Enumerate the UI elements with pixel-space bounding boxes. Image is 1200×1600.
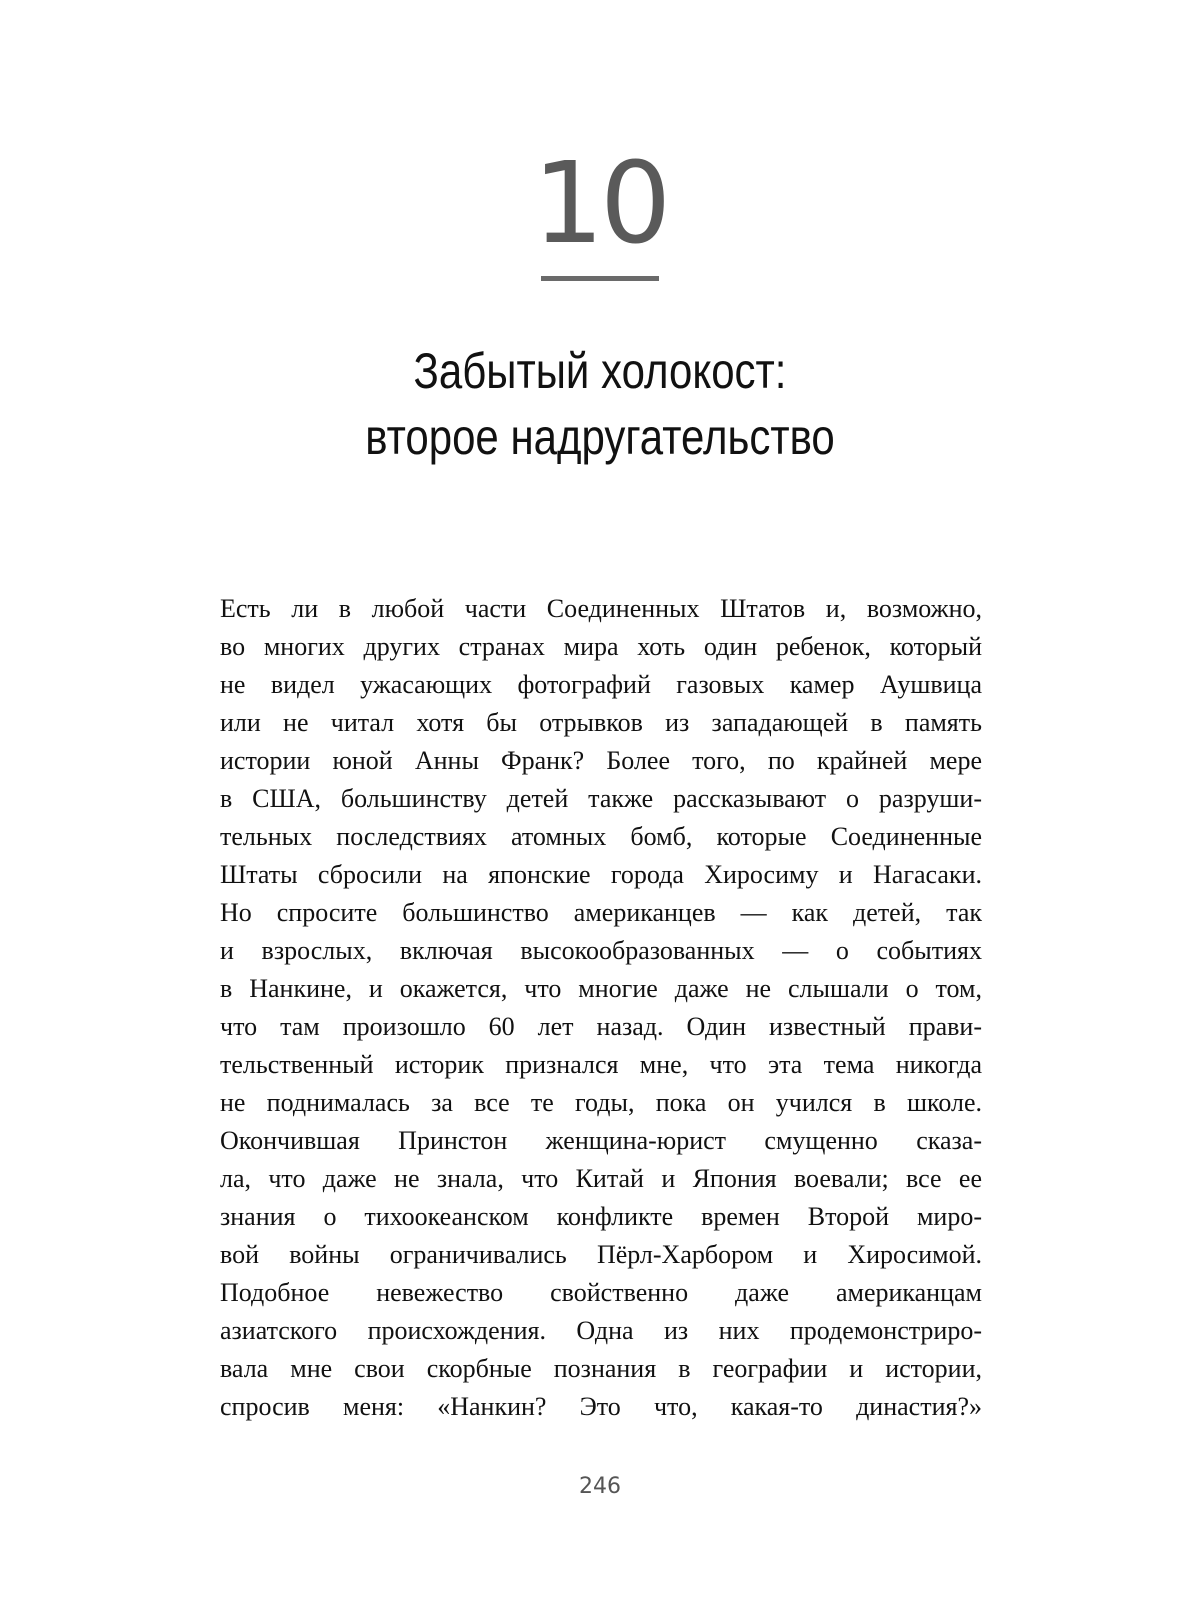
text-line: что там произошло 60 лет назад. Один известный прави- — [220, 1012, 982, 1041]
chapter-number: 10 — [532, 139, 668, 269]
text-line: во многих других странах мира хоть один ребенок, который — [220, 632, 982, 661]
chapter-divider — [541, 276, 659, 281]
text-line: ла, что даже не знала, что Китай и Япония воевали; все ее — [220, 1164, 982, 1193]
page-number: 246 — [579, 1474, 621, 1499]
chapter-title-line-1: Забытый холокост: — [413, 343, 787, 399]
text-line: азиатского происхождения. Одна из них продемонстриро- — [220, 1316, 982, 1345]
chapter-title-line-2: второе надругательство — [365, 409, 835, 465]
body-paragraph — [220, 590, 982, 1426]
chapter-title — [96, 338, 1104, 470]
text-line: тельных последствиях атомных бомб, которые Соединенные — [220, 822, 982, 851]
text-line: истории юной Анны Франк? Более того, по крайней мере — [220, 746, 982, 775]
text-line: Окончившая Принстон женщина-юрист смущенно сказа- — [220, 1126, 982, 1155]
text-line: в США, большинству детей также рассказывают о разруши- — [220, 784, 982, 813]
text-line: Штаты сбросили на японские города Хиросиму и Нагасаки. — [220, 860, 982, 889]
text-line: не поднималась за все те годы, пока он учился в школе. — [220, 1088, 982, 1117]
text-line: в Нанкине, и окажется, что многие даже не слышали о том, — [220, 974, 982, 1003]
text-line: и взрослых, включая высокообразованных — о событиях — [220, 936, 982, 965]
text-line: знания о тихоокеанском конфликте времен Второй миро- — [220, 1202, 982, 1231]
text-line: или не читал хотя бы отрывков из западающей в память — [220, 708, 982, 737]
text-line: Есть ли в любой части Соединенных Штатов и, возможно, — [220, 594, 982, 623]
text-line: спросив меня: «Нанкин? Это что, какая-то династия?» — [220, 1392, 982, 1421]
text-line: Но спросите большинство американцев — как детей, так — [220, 898, 982, 927]
text-line: вой войны ограничивались Пёрл-Харбором и Хиросимой. — [220, 1240, 982, 1269]
text-line: Подобное невежество свойственно даже американцам — [220, 1278, 982, 1307]
text-line: вала мне свои скорбные познания в географии и истории, — [220, 1354, 982, 1383]
text-line: не видел ужасающих фотографий газовых камер Аушвица — [220, 670, 982, 699]
text-line: тельственный историк признался мне, что эта тема никогда — [220, 1050, 982, 1079]
